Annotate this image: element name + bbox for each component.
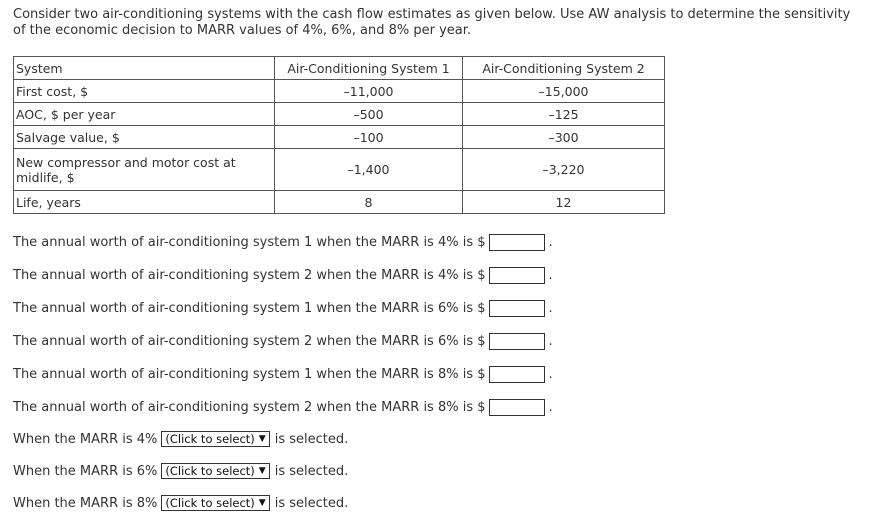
selection-suffix: is selected.: [274, 495, 349, 511]
period-text: .: [548, 366, 553, 382]
answer-input[interactable]: [489, 333, 545, 350]
system1-value: –500: [275, 103, 463, 126]
system2-value: –125: [463, 103, 665, 126]
answer-input[interactable]: [489, 366, 545, 383]
period-text: .: [548, 399, 553, 415]
table-row: [14, 126, 665, 149]
system1-value: –1,400: [275, 149, 463, 191]
row-label: AOC, $ per year: [14, 103, 275, 126]
question-text: The annual worth of air-conditioning system 1 when the MARR is 6% is $: [13, 300, 486, 316]
selection-suffix: is selected.: [274, 431, 349, 447]
row-label: First cost, $: [14, 80, 275, 103]
system2-value: –15,000: [463, 80, 665, 103]
system2-value: 12: [463, 191, 665, 214]
select-value: (Click to select): [165, 432, 255, 446]
selection-row: [13, 429, 348, 449]
decision-select[interactable]: [161, 431, 269, 447]
answer-input[interactable]: [489, 234, 545, 251]
selection-prefix: When the MARR is 8%: [13, 495, 158, 511]
period-text: .: [548, 267, 553, 283]
selection-suffix: is selected.: [274, 463, 349, 479]
question-text: The annual worth of air-conditioning system 2 when the MARR is 6% is $: [13, 333, 486, 349]
system2-value: –3,220: [463, 149, 665, 191]
chevron-down-icon: ▼: [258, 497, 266, 508]
question-text: The annual worth of air-conditioning system 2 when the MARR is 8% is $: [13, 399, 486, 415]
decision-select[interactable]: [161, 463, 269, 479]
table-header-cell: System: [14, 57, 275, 80]
table-row: [14, 191, 665, 214]
answer-input[interactable]: [489, 399, 545, 416]
period-text: .: [548, 300, 553, 316]
selection-row: [13, 493, 348, 513]
problem-statement: Consider two air-conditioning systems with the cash flow estimates as given below. Use AW analysis to determine the sensitivity of the economic decision to MARR values of 4%, 6%, and 8% per year.: [13, 7, 851, 38]
select-value: (Click to select): [165, 464, 255, 478]
row-label: Life, years: [14, 191, 275, 214]
row-label: New compressor and motor cost at midlife, $: [14, 149, 275, 191]
question-row: [13, 298, 553, 318]
question-row: [13, 232, 553, 252]
period-text: .: [548, 234, 553, 250]
system1-value: –100: [275, 126, 463, 149]
chevron-down-icon: ▼: [258, 433, 266, 444]
system1-value: –11,000: [275, 80, 463, 103]
question-text: The annual worth of air-conditioning system 1 when the MARR is 8% is $: [13, 366, 486, 382]
answer-input[interactable]: [489, 267, 545, 284]
table-header-cell: Air-Conditioning System 2: [463, 57, 665, 80]
table-header-row: [14, 57, 665, 80]
chevron-down-icon: ▼: [258, 465, 266, 476]
table-row: [14, 149, 665, 191]
period-text: .: [548, 333, 553, 349]
table-row: [14, 80, 665, 103]
table-header-cell: Air-Conditioning System 1: [275, 57, 463, 80]
select-value: (Click to select): [165, 496, 255, 510]
question-text: The annual worth of air-conditioning system 2 when the MARR is 4% is $: [13, 267, 486, 283]
question-text: The annual worth of air-conditioning system 1 when the MARR is 4% is $: [13, 234, 486, 250]
selection-prefix: When the MARR is 4%: [13, 431, 158, 447]
question-row: [13, 364, 553, 384]
answer-input[interactable]: [489, 300, 545, 317]
row-label: Salvage value, $: [14, 126, 275, 149]
cash-flow-table: [13, 56, 665, 214]
selection-prefix: When the MARR is 6%: [13, 463, 158, 479]
system2-value: –300: [463, 126, 665, 149]
question-row: [13, 331, 553, 351]
system1-value: 8: [275, 191, 463, 214]
question-row: [13, 397, 553, 417]
question-row: [13, 265, 553, 285]
decision-select[interactable]: [161, 495, 269, 511]
selection-row: [13, 461, 348, 481]
table-row: [14, 103, 665, 126]
